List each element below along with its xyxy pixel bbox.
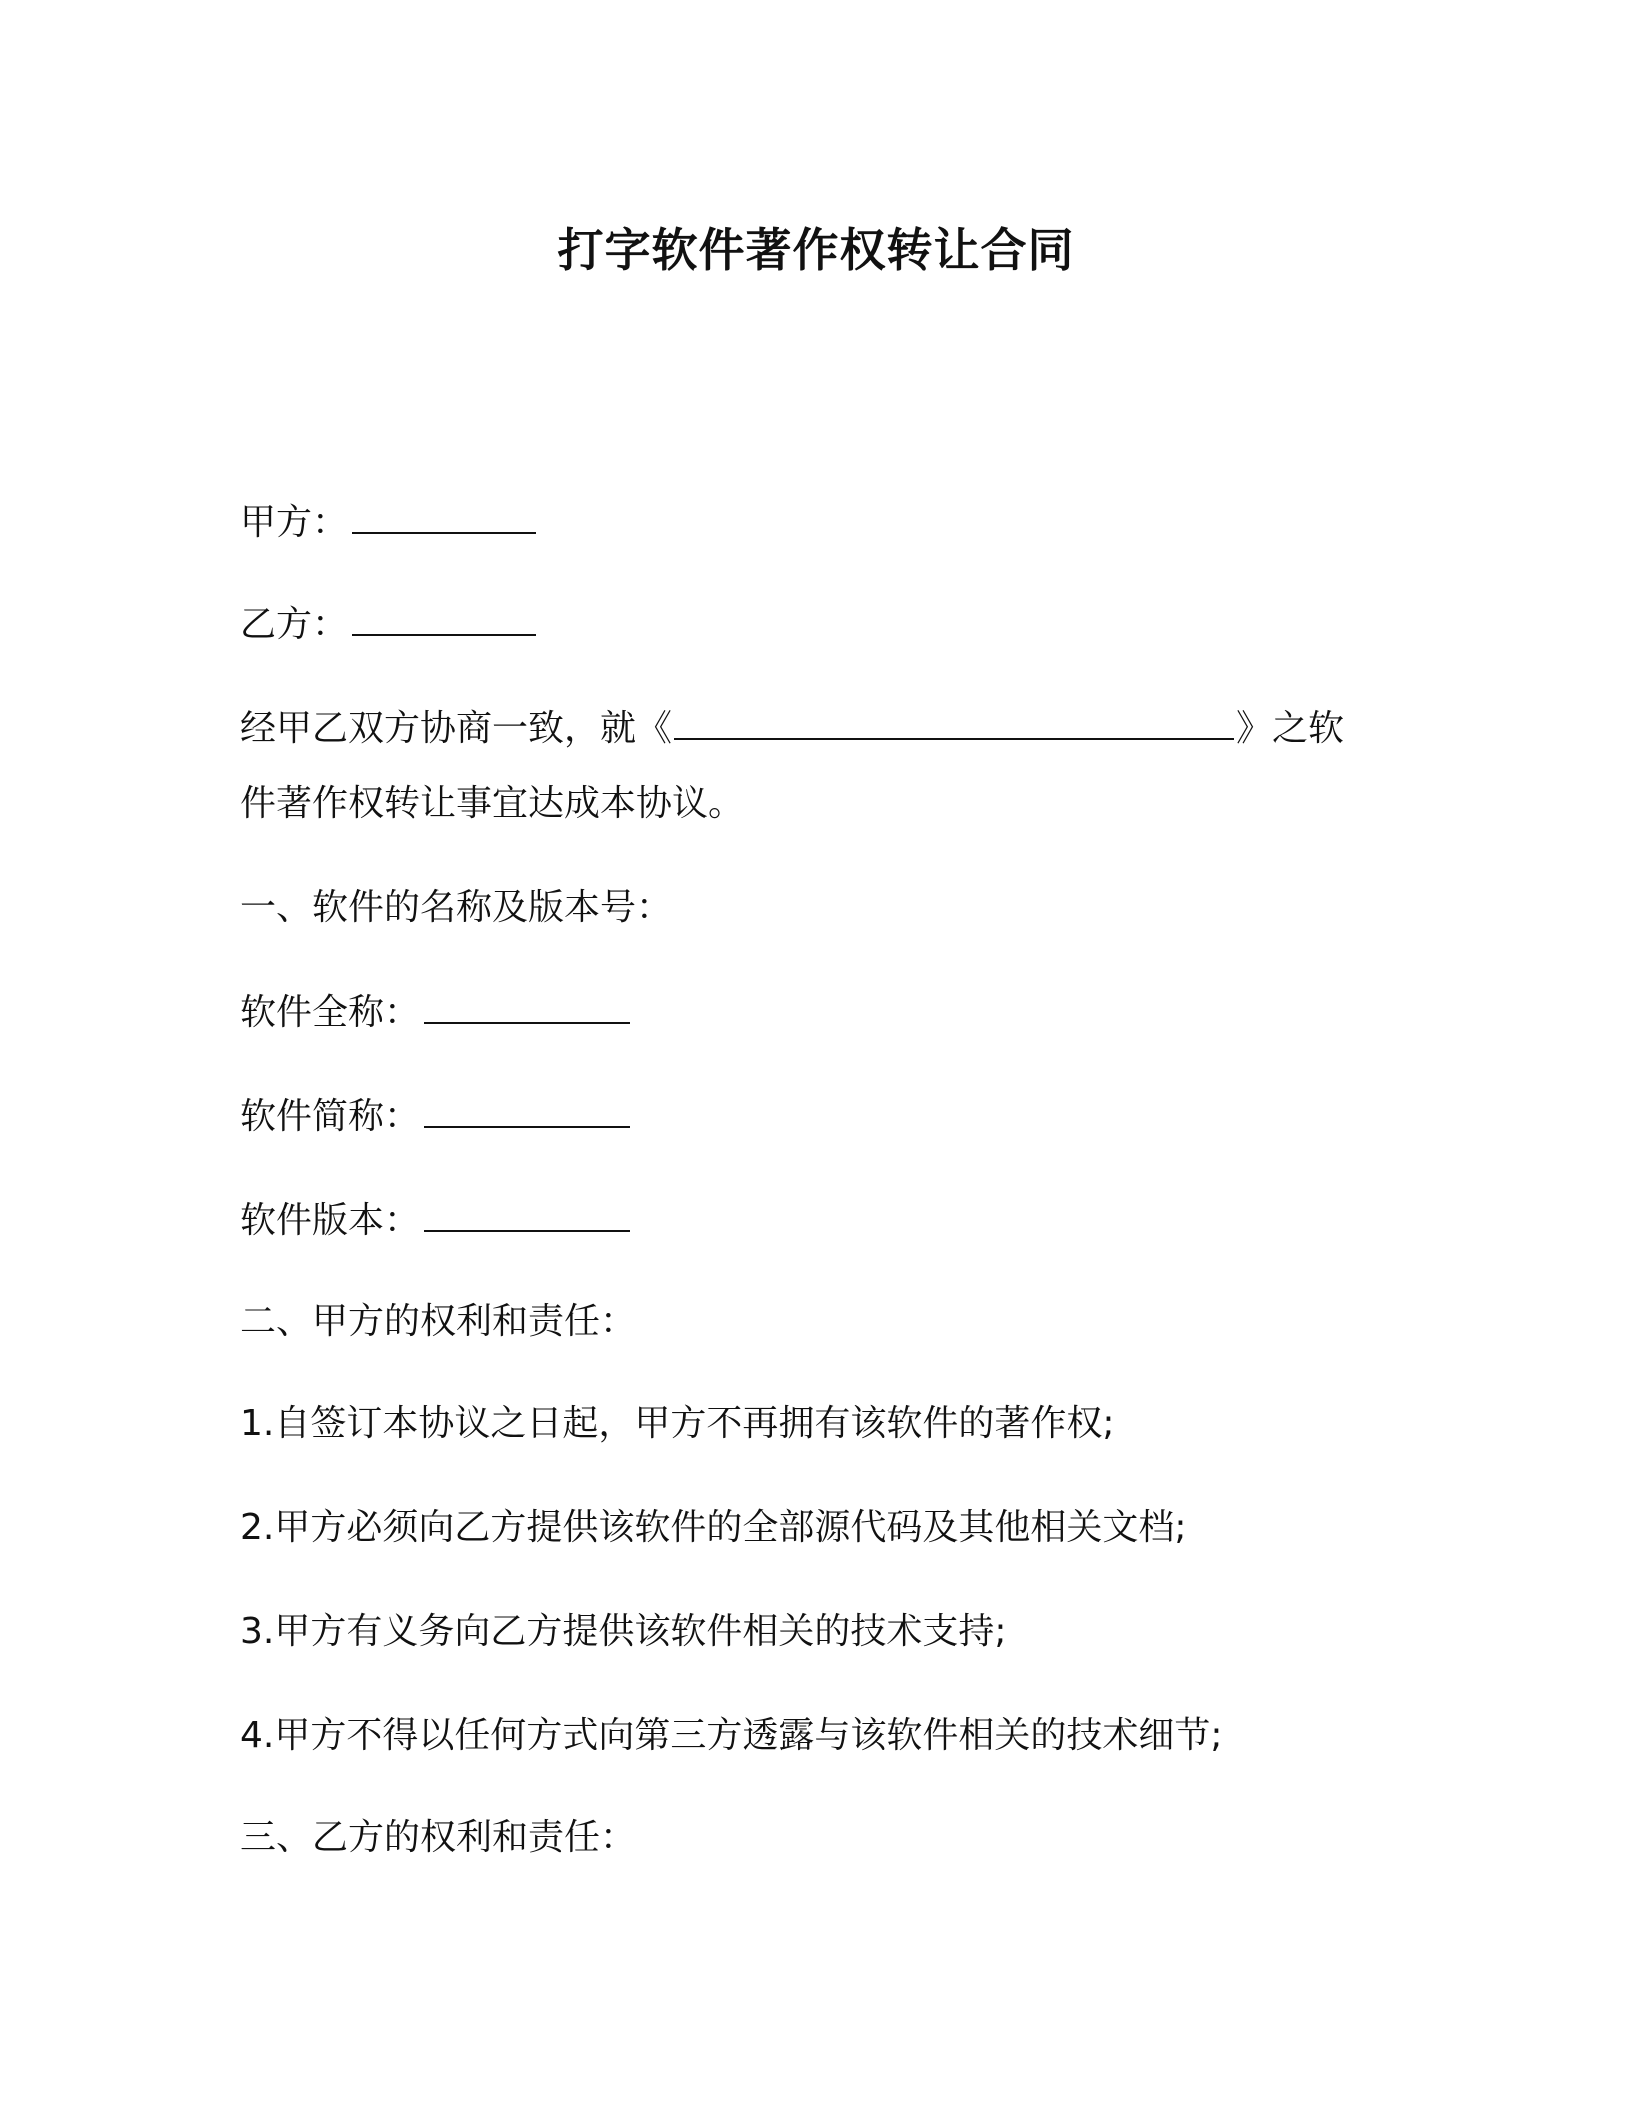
section3-heading: 三、乙方的权利和责任：: [240, 1817, 637, 1858]
party-b-line: [240, 598, 1400, 649]
intro-line-1: [240, 702, 1400, 753]
field-blank: [424, 1090, 630, 1128]
field-blank: [424, 1194, 630, 1232]
list-item: 4.甲方不得以任何方式向第三方透露与该软件相关的技术细节;: [240, 1715, 1223, 1756]
list-item: 2.甲方必须向乙方提供该软件的全部源代码及其他相关文档;: [240, 1507, 1187, 1548]
field-label: 软件简称：: [240, 1096, 421, 1137]
party-b-label: 乙方：: [240, 604, 349, 645]
party-a-line: [240, 496, 1400, 547]
document-title: 打字软件著作权转让合同: [557, 223, 1075, 277]
party-b-blank: [352, 598, 536, 636]
field-blank: [424, 986, 630, 1024]
section2-heading: 二、甲方的权利和责任：: [240, 1301, 637, 1342]
party-a-label: 甲方：: [240, 502, 349, 543]
field-label: 软件全称：: [240, 992, 421, 1033]
section1-heading: 一、软件的名称及版本号：: [240, 887, 673, 928]
intro-line-2: 件著作权转让事宜达成本协议。: [240, 783, 745, 824]
party-a-blank: [352, 496, 536, 534]
field-full-name: [240, 986, 1400, 1037]
list-item: 1.自签订本协议之日起，甲方不再拥有该软件的著作权;: [240, 1403, 1115, 1444]
intro-text-before: 经甲乙双方协商一致，就《: [240, 708, 673, 749]
field-label: 软件版本：: [240, 1200, 421, 1241]
field-short-name: [240, 1090, 1400, 1141]
field-version: [240, 1194, 1400, 1245]
intro-text-after: 》之软: [1236, 708, 1345, 749]
list-item: 3.甲方有义务向乙方提供该软件相关的技术支持;: [240, 1611, 1007, 1652]
software-name-blank: [674, 702, 1234, 740]
